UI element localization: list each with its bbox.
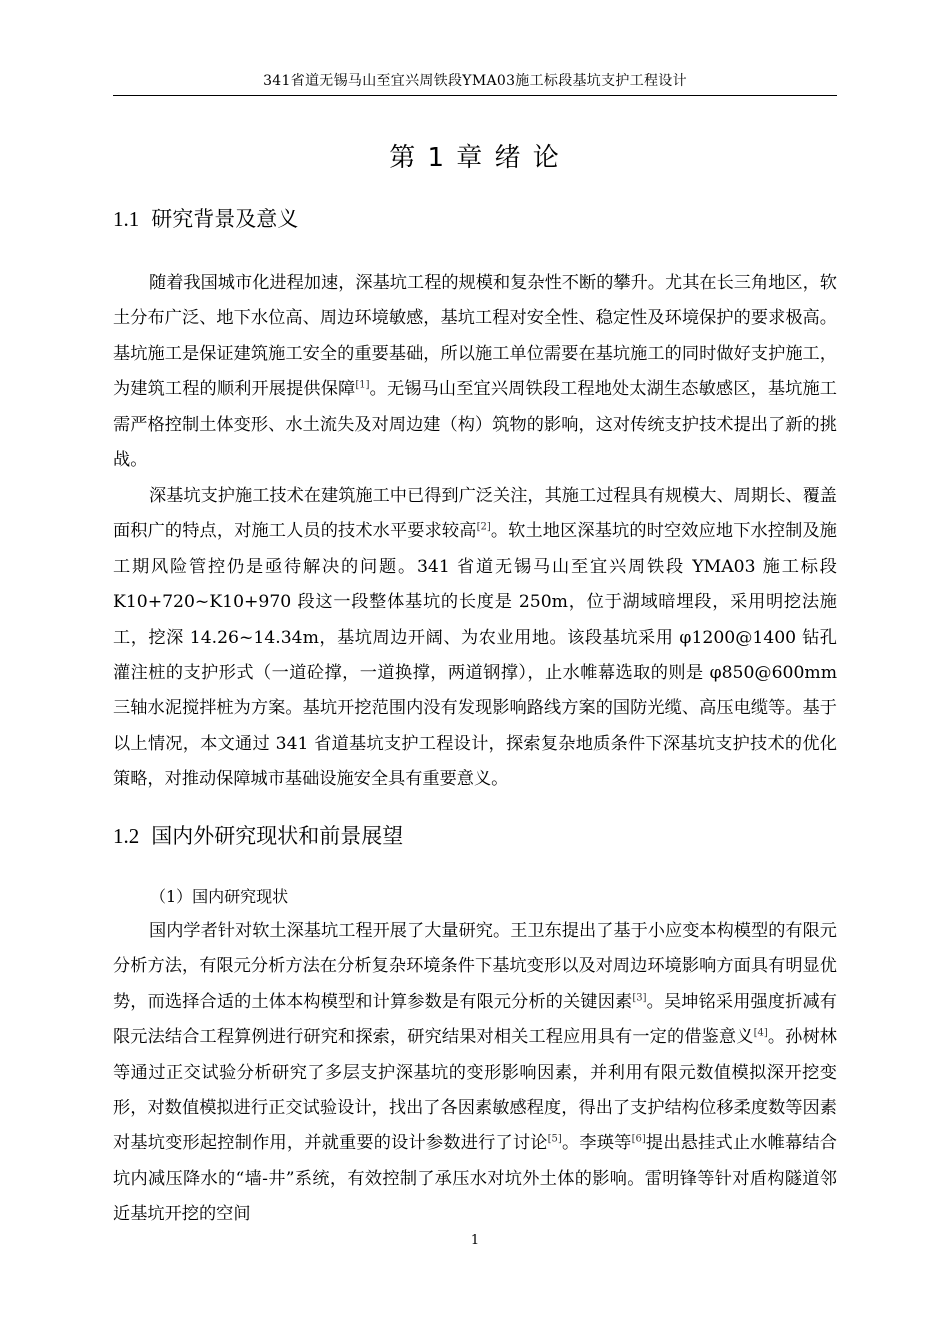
paragraph-background-2	[113, 479, 837, 798]
citation-ref[interactable]: [3]	[632, 992, 647, 1004]
paragraph-text: 。吴坤铭采用强度折减有限元法结合工程算例进行研究和探索，研究结果对相关工程应用具有一定的借鉴意义	[113, 991, 837, 1048]
paragraph-text: 深基坑支护施工技术在建筑施工中已得到广泛关注，其施工过程具有规模大、周期长、覆盖面积广的特点，对施工人员的技术水平要求较高	[113, 486, 837, 542]
citation-ref[interactable]: [2]	[476, 521, 491, 533]
citation-ref[interactable]: [5]	[547, 1133, 562, 1145]
paragraph-text: 。无锡马山至宜兴周铁段工程地处太湖生态敏感区，基坑施工需严格控制土体变形、水土流失及对周边建（构）筑物的影响，这对传统支护技术提出了新的挑战。	[113, 379, 837, 471]
subheading-domestic-research: （1）国内研究现状	[150, 887, 289, 906]
section-number: 1.2	[113, 824, 140, 848]
paragraph-text: 提出悬挂式止水帷幕结合坑内减压降水的“墙-井”系统，有效控制了承压水对坑外土体的影响。雷明锋等针对盾构隧道邻近基坑开挖的空间	[113, 1133, 837, 1225]
running-header: 341省道无锡马山至宜兴周铁段YMA03施工标段基坑支护工程设计	[263, 73, 687, 89]
section-title: 国内外研究现状和前景展望	[151, 824, 404, 848]
paragraph-text: 。孙树林等通过正交试验分析研究了多层支护深基坑的变形影响因素，并利用有限元数值模拟深开挖变形，对数值模拟进行正交试验设计，找出了各因素敏感程度，得出了支护结构位移柔度数等因素对基坑变形起控制作用，并就重要的设计参数进行了讨论	[113, 1027, 837, 1154]
page-number: 1	[470, 1233, 480, 1248]
paragraph-text: 国内学者针对软土深基坑工程开展了大量研究。王卫东提出了基于小应变本构模型的有限元分析方法，有限元分析方法在分析复杂环境条件下基坑变形以及对周边环境影响方面具有明显优势，而选择合适的土体本构模型和计算参数是有限元分析的关键因素	[113, 921, 837, 1012]
section-heading-1-1	[113, 204, 837, 234]
citation-ref[interactable]: [6]	[631, 1133, 646, 1145]
citation-ref[interactable]: [1]	[355, 379, 370, 391]
paragraph-text: 。李瑛等	[561, 1133, 632, 1154]
section-title: 研究背景及意义	[151, 207, 299, 231]
citation-ref[interactable]: [4]	[753, 1027, 768, 1039]
section-heading-1-2	[113, 821, 837, 851]
paragraph-background-1	[113, 266, 837, 478]
header-divider	[113, 95, 837, 96]
paragraph-domestic-research	[113, 914, 837, 1233]
paragraph-text: 。软土地区深基坑的时空效应地下水控制及施工期风险管控仍是亟待解决的问题。341 省道无锡马山至宜兴周铁段 YMA03 施工标段 K10+720~K10+970 段这一段整体基坑的长度是 250m，位于湖域暗埋段，采用明挖法施工，挖深 14.26~14.34m，基坑周边开阔、为农业用地。该段基坑采用 φ1200@1400 钻孔灌注桩的支护形式（一道砼撑，一道换撑，两道钢撑），止水帷幕选取的则是 φ850@600mm 三轴水泥搅拌桩为方案。基坑开挖范围内没有发现影响路线方案的国防光缆、高压电缆等。基于以上情况，本文通过 341 省道基坑支护工程设计，探索复杂地质条件下深基坑支护技术的优化策略，对推动保障城市基础设施安全具有重要意义。	[113, 521, 837, 790]
chapter-title: 第 1 章 绪 论	[389, 143, 561, 173]
paragraph-text: 随着我国城市化进程加速，深基坑工程的规模和复杂性不断的攀升。尤其在长三角地区，软土分布广泛、地下水位高、周边环境敏感，基坑工程对安全性、稳定性及环境保护的要求极高。基坑施工是保证建筑施工安全的重要基础，所以施工单位需要在基坑施工的同时做好支护施工，为建筑工程的顺利开展提供保障	[113, 273, 837, 400]
section-number: 1.1	[113, 207, 140, 231]
